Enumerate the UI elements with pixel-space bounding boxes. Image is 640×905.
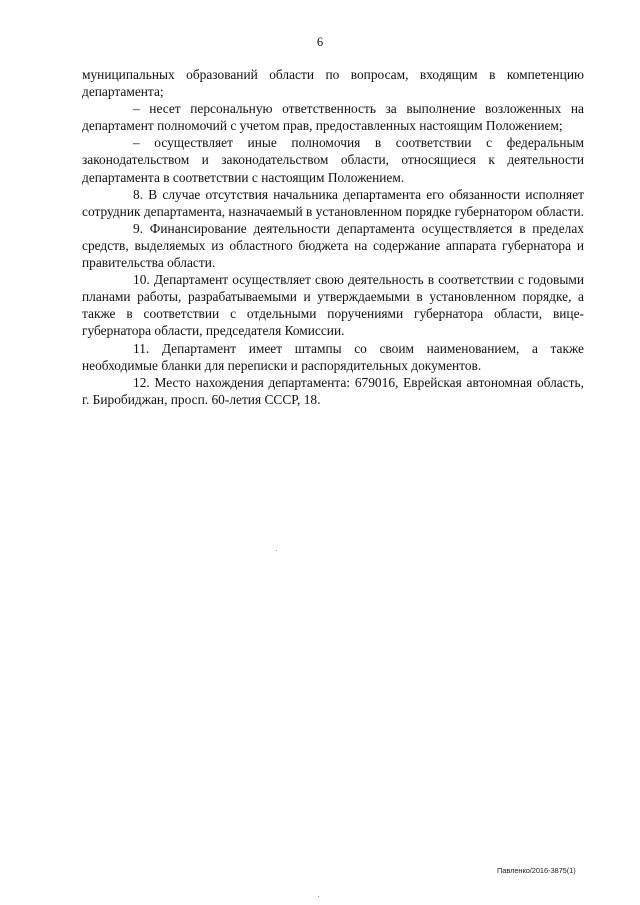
paragraph-personal-responsibility: – несет персональную ответственность за выполнение возложенных на департамент полномочий с учетом прав, предоставленных настоящим Положением;: [82, 101, 584, 134]
paragraph-other-powers: – осуществляет иные полномочия в соответствии с федеральным законодательством и законодательством области, относящиеся к деятельности департамента в соответствии с настоящим Положением.: [82, 135, 584, 185]
scan-speck: [318, 896, 319, 897]
document-code: Павленко/2016-3875(1): [497, 866, 576, 875]
paragraph-item-9: 9. Финансирование деятельности департамента осуществляется в пределах средств, выделяемых из областного бюджета на содержание аппарата губернатора и правительства области.: [82, 220, 584, 271]
paragraph-item-12: 12. Место нахождения департамента: 679016, Еврейская автономная область, г. Биробиджан, просп. 60-летия СССР, 18.: [82, 374, 584, 407]
scan-speck: [276, 550, 277, 551]
document-body: [82, 66, 584, 408]
page-number: 6: [316, 35, 324, 49]
paragraph-item-8: 8. В случае отсутствия начальника департамента его обязанности исполняет сотрудник департамента, назначаемый в установленном порядке губернатором области.: [82, 186, 584, 219]
paragraph-item-10: 10. Департамент осуществляет свою деятельность в соответствии с годовыми планами работы, разрабатываемыми и утверждаемыми в установленном порядке, а также в соответствии с отдельными поручениями губернатора области, вице-губернатора области, председателя Комиссии.: [82, 272, 584, 339]
paragraph-item-11: 11. Департамент имеет штампы со своим наименованием, а также необходимые бланки для переписки и распорядительных документов.: [82, 340, 584, 373]
paragraph-continuation: муниципальных образований области по вопросам, входящим в компетенцию департамента;: [82, 67, 584, 100]
